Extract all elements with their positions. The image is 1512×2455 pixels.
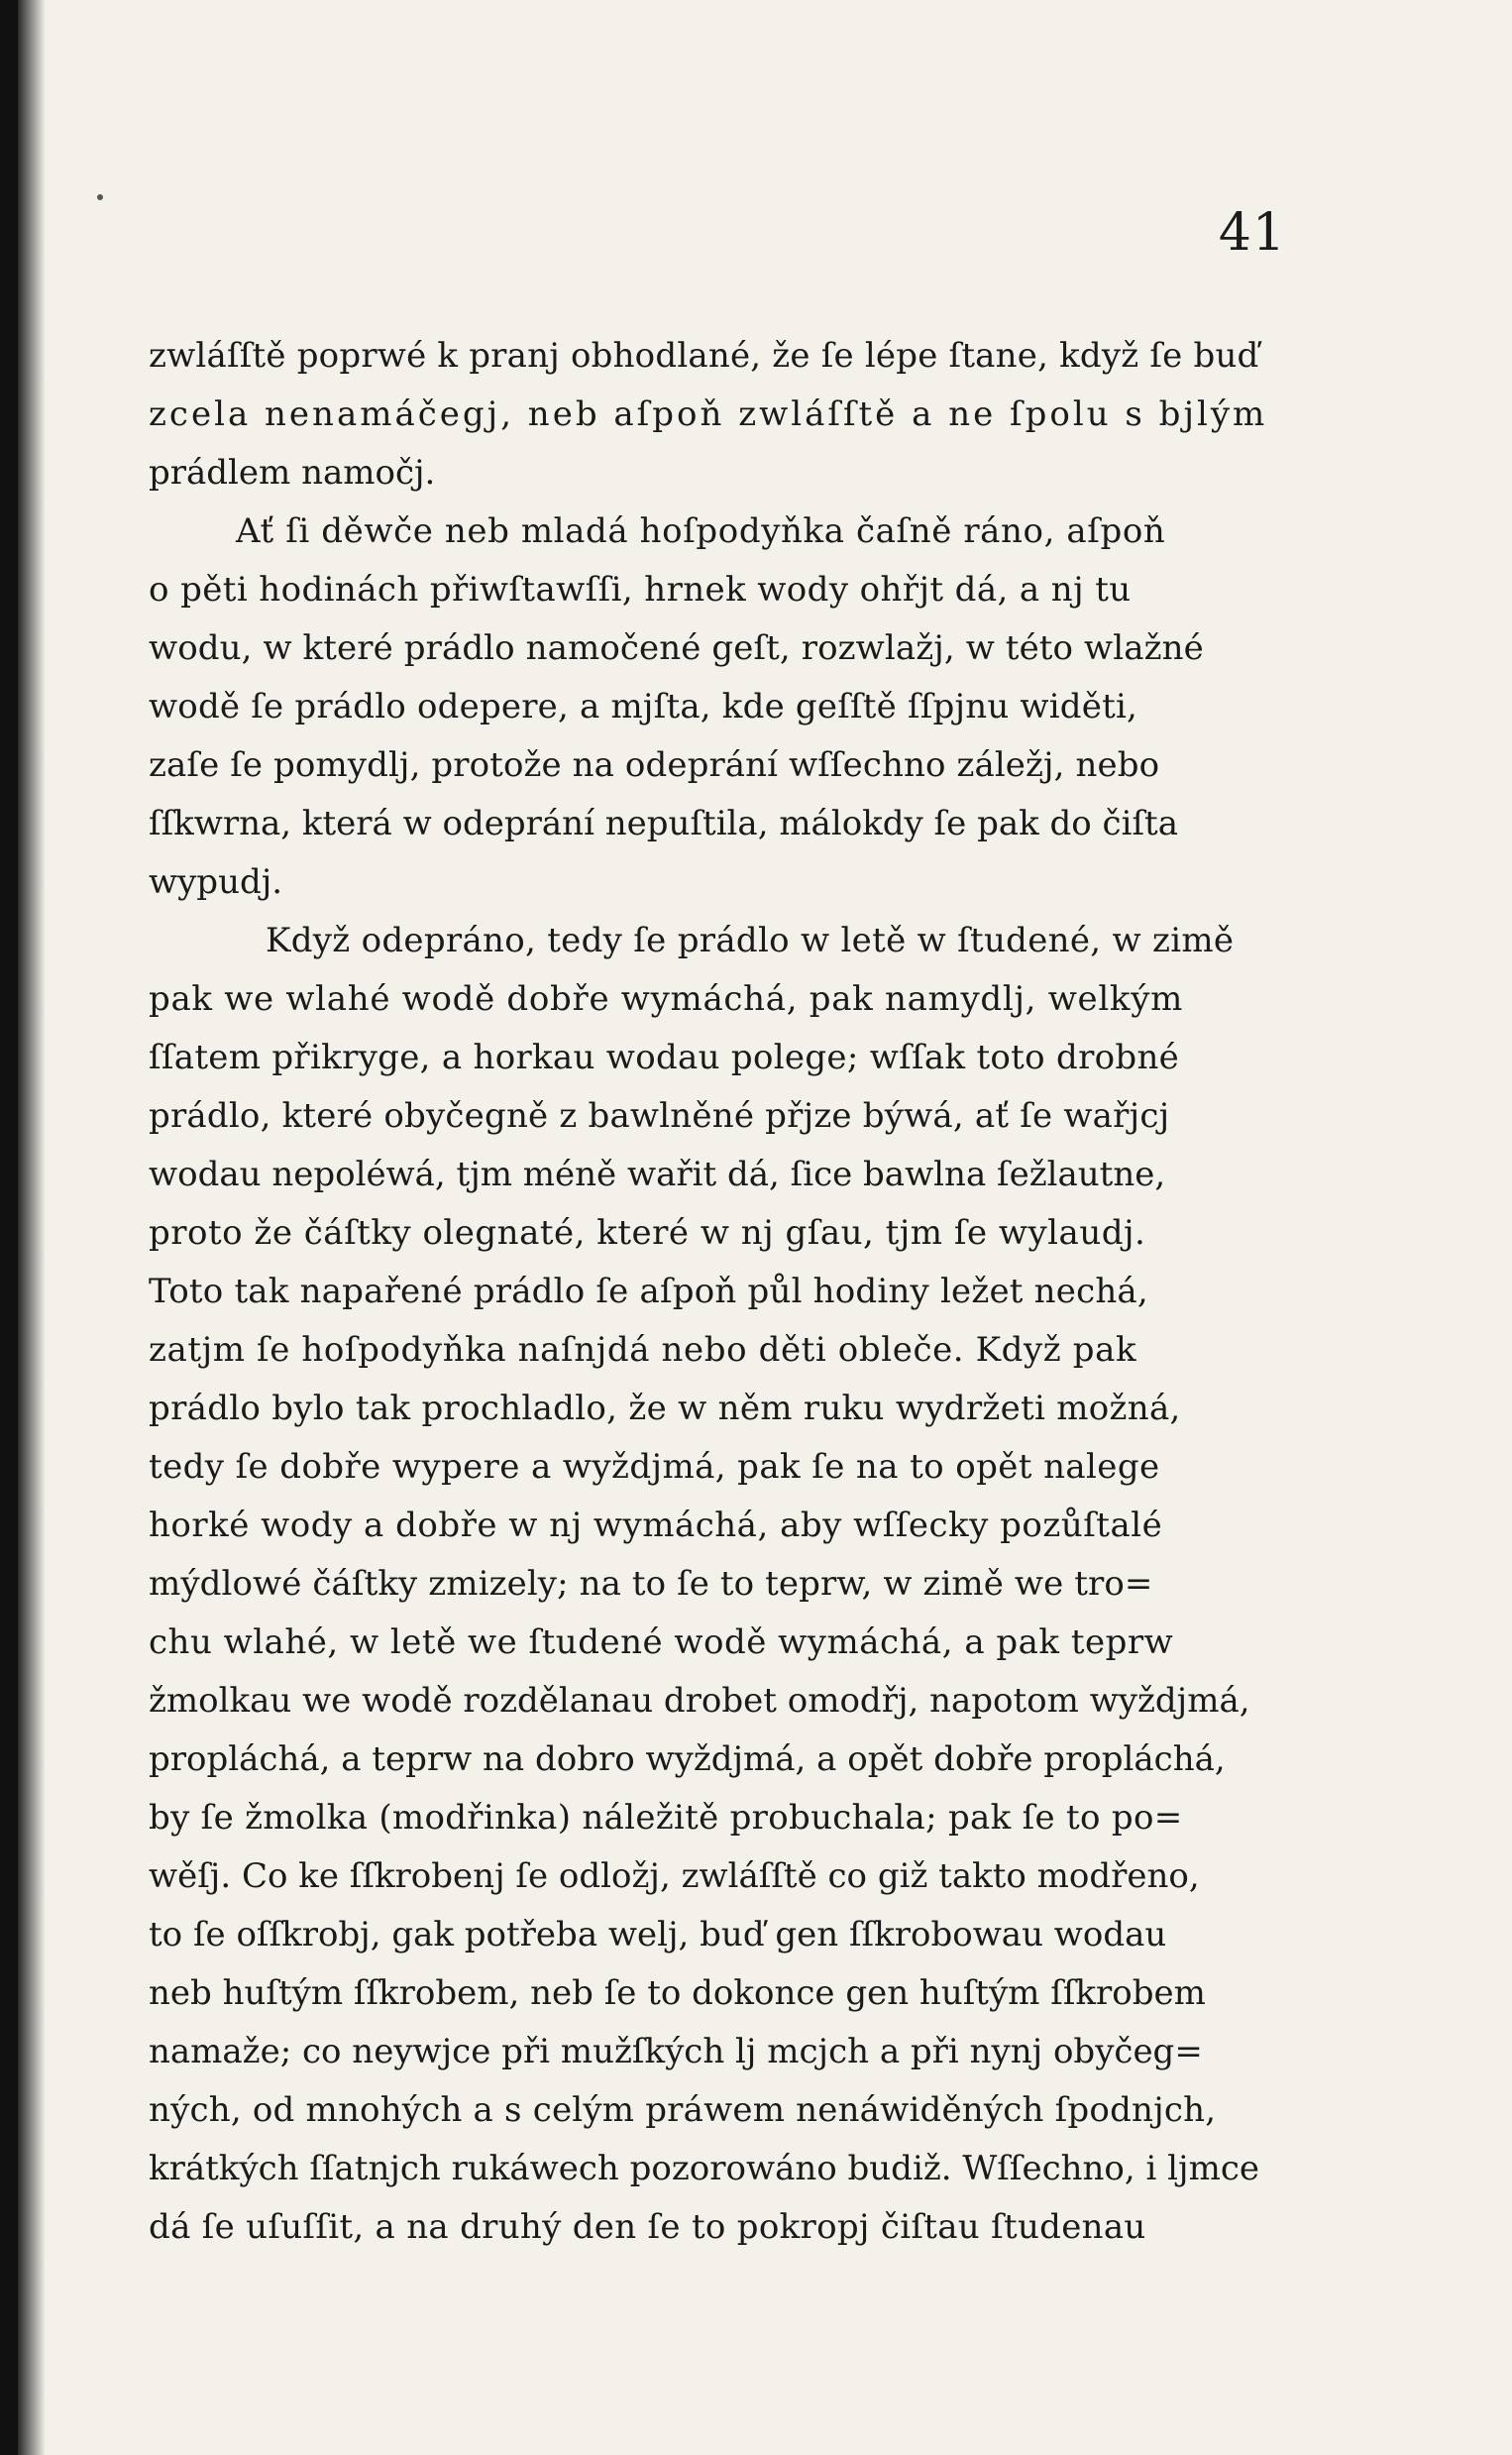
text-line: krátkých ſſatnjch rukáwech pozorowáno budiž. Wſſechno, i ljmce (149, 2149, 1260, 2188)
text-line: tedy ſe dobře wypere a wyždjmá, pak ſe na to opět nalege (149, 1447, 1160, 1487)
text-line: žmolkau we wodě rozdělanau drobet omodřj, napotom wyždjmá, (149, 1681, 1250, 1721)
page-edge-shadow (18, 0, 46, 2455)
text-line: dá ſe uſuſſit, a na druhý den ſe to pokropj čiſtau ſtudenau (149, 2207, 1146, 2247)
text-line: wěſj. Co ke ſſkrobenj ſe odložj, zwláſſtě co giž takto modřeno, (149, 1856, 1200, 1896)
text-line: propláchá, a teprw na dobro wyždjmá, a opět dobře propláchá, (149, 1739, 1226, 1779)
text-line: ſſkwrna, která w odeprání nepuſtila, málokdy ſe pak do čiſta (149, 804, 1178, 843)
text-line: to ſe oſſkrobj, gak potřeba welj, buď gen ſſkrobowau wodau (149, 1915, 1167, 1954)
text-line: proto že čáſtky olegnaté, které w nj gſau, tjm ſe wylaudj. (149, 1213, 1146, 1253)
text-line: ſſatem přikryge, a horkau wodau polege; wſſak toto drobné (149, 1038, 1180, 1077)
page-number: 41 (1218, 203, 1286, 263)
text-line: chu wlahé, w letě we ſtudené wodě wymáchá, a pak teprw (149, 1622, 1174, 1662)
text-line: ných, od mnohých a s celým práwem nenáwiděných ſpodnjch, (149, 2090, 1217, 2130)
text-line: prádlo, které obyčegně z bawlněné přjze býwá, ať ſe wařjcj (149, 1096, 1170, 1136)
text-line: o pěti hodinách přiwſtawſſi, hrnek wody ohřjt dá, a nj tu (149, 570, 1132, 610)
text-line: Ať ſi děwče neb mladá hoſpodyňka čaſně ráno, aſpoň (236, 511, 1166, 551)
text-line: Když odepráno, tedy ſe prádlo w letě w ſtudené, w zimě (266, 921, 1235, 960)
text-line: wypudj. (149, 862, 283, 902)
text-line: namaže; co neywjce při mužſkých lj mcjch a při nynj obyčeg= (149, 2032, 1203, 2071)
text-line: wodau nepoléwá, tjm méně wařit dá, ſice bawlna ſežlautne, (149, 1155, 1166, 1194)
text-line: horké wody a dobře w nj wymáchá, aby wſſecky pozůſtalé (149, 1506, 1163, 1545)
ink-speck (97, 194, 103, 200)
text-line: prádlem namočj. (149, 453, 436, 493)
text-line: by ſe žmolka (modřinka) náležitě probuchala; pak ſe to po= (149, 1798, 1183, 1838)
text-line: neb huſtým ſſkrobem, neb ſe to dokonce gen huſtým ſſkrobem (149, 1973, 1206, 2013)
text-line: zcela nenamáčegj, neb aſpoň zwláſſtě a ne ſpolu s bjlým (149, 394, 1268, 434)
body-text (149, 327, 1298, 2257)
text-line: Toto tak napařené prádlo ſe aſpoň půl hodiny ležet nechá, (149, 1272, 1148, 1311)
text-line: zatjm ſe hoſpodyňka naſnjdá nebo děti obleče. Když pak (149, 1330, 1137, 1370)
text-line: zwláſſtě poprwé k pranj obhodlané, že ſe lépe ſtane, když ſe buď (149, 336, 1259, 376)
text-line: mýdlowé čáſtky zmizely; na to ſe to teprw, w zimě we tro= (149, 1564, 1153, 1604)
text-line: prádlo bylo tak prochladlo, že w něm ruku wydržeti možná, (149, 1389, 1181, 1428)
text-line: wodě ſe prádlo odepere, a mjſta, kde geſſtě ſſpjnu widěti, (149, 687, 1138, 726)
text-line: wodu, w které prádlo namočené geſt, rozwlažj, w této wlažné (149, 628, 1204, 668)
text-line: zaſe ſe pomydlj, protože na odeprání wſſechno záležj, nebo (149, 745, 1160, 785)
text-line: pak we wlahé wodě dobře wymáchá, pak namydlj, welkým (149, 979, 1184, 1019)
